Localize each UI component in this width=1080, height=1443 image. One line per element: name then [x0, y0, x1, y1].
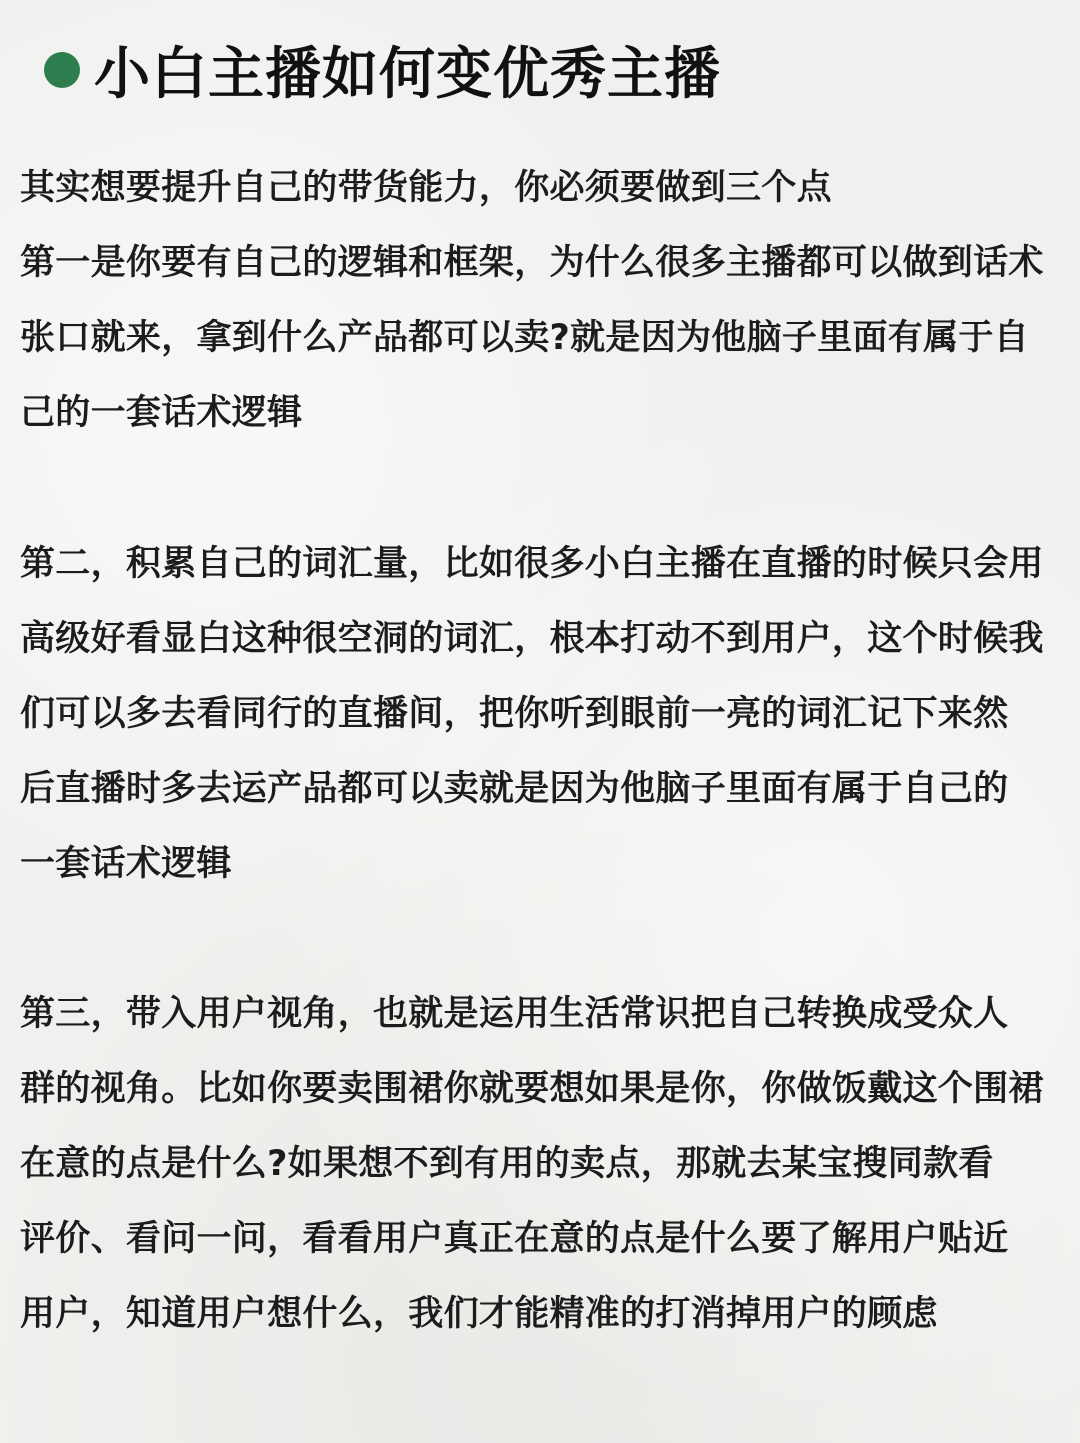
paragraph-second: [20, 527, 1065, 902]
text-line: 用户，知道用户想什么，我们才能精准的打消掉用户的顾虑: [20, 1294, 938, 1334]
text-line: 第三，带入用户视角，也就是运用生活常识把自己转换成受众人: [20, 994, 1009, 1034]
text-line: 第二，积累自己的词汇量，比如很多小白主播在直播的时候只会用: [20, 544, 1044, 584]
text-line: 一套话术逻辑: [20, 844, 232, 884]
text-line: 评价、看问一问，看看用户真正在意的点是什么要了解用户贴近: [20, 1219, 1009, 1259]
text-line: 己的一套话术逻辑: [20, 393, 303, 433]
title-row: [44, 30, 721, 110]
text-line: 其实想要提升自己的带货能力，你必须要做到三个点: [20, 168, 832, 208]
paragraph-intro: [20, 151, 1065, 451]
text-line: 高级好看显白这种很空洞的词汇，根本打动不到用户，这个时候我: [20, 619, 1044, 659]
page-title: 小白主播如何变优秀主播: [94, 42, 721, 107]
text-line: 后直播时多去运产品都可以卖就是因为他脑子里面有属于自己的: [20, 769, 1009, 809]
text-line: 群的视角。比如你要卖围裙你就要想如果是你，你做饭戴这个围裙: [20, 1069, 1044, 1109]
text-line: 第一是你要有自己的逻辑和框架，为什么很多主播都可以做到话术: [20, 243, 1044, 283]
text-line: 在意的点是什么?如果想不到有用的卖点，那就去某宝搜同款看: [20, 1144, 994, 1184]
paragraph-third: [20, 977, 1065, 1352]
bullet-dot-icon: [44, 52, 80, 88]
text-line: 张口就来，拿到什么产品都可以卖?就是因为他脑子里面有属于自: [20, 318, 1030, 358]
text-line: 们可以多去看同行的直播间，把你听到眼前一亮的词汇记下来然: [20, 694, 1009, 734]
